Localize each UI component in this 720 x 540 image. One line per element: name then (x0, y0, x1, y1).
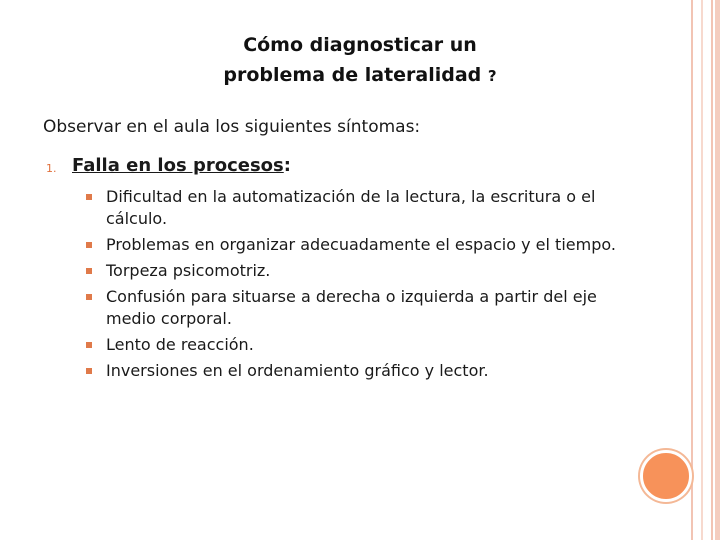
title-question-mark: ? (487, 67, 497, 85)
list-item-text: Dificultad en la automatización de la lectura, la escritura o el cálculo. (106, 187, 596, 228)
list-item-text: Inversiones en el ordenamiento gráfico y lector. (106, 361, 489, 380)
title-line-1: Cómo diagnosticar un (243, 34, 477, 56)
bullet-square-icon (86, 294, 92, 300)
list-item-text: Lento de reacción. (106, 335, 254, 354)
item-number: 1. (46, 162, 57, 175)
list-item (86, 360, 626, 382)
list-item (86, 186, 626, 230)
bullet-square-icon (86, 342, 92, 348)
bullet-square-icon (86, 242, 92, 248)
list-item (86, 286, 626, 330)
list-item-text: Problemas en organizar adecuadamente el espacio y el tiempo. (106, 235, 616, 254)
intro-text: Observar en el aula los siguientes síntomas: (43, 117, 421, 137)
symptom-list (86, 186, 626, 386)
list-item-text: Torpeza psicomotriz. (106, 261, 271, 280)
decorative-circle-icon (640, 450, 692, 502)
decorative-border-line (701, 0, 703, 540)
list-item (86, 234, 626, 256)
decorative-border-outer (715, 0, 720, 540)
section-heading (72, 155, 291, 176)
bullet-square-icon (86, 268, 92, 274)
bullet-square-icon (86, 194, 92, 200)
bullet-square-icon (86, 368, 92, 374)
section-heading-text: Falla en los procesos (72, 155, 284, 176)
title-line-2-text: problema de lateralidad (223, 64, 482, 86)
section-heading-colon: : (283, 155, 291, 176)
slide-title (150, 30, 570, 91)
title-line-2 (150, 60, 570, 91)
list-item (86, 260, 626, 282)
list-item-text: Confusión para situarse a derecha o izquierda a partir del eje medio corporal. (106, 287, 597, 328)
list-item (86, 334, 626, 356)
